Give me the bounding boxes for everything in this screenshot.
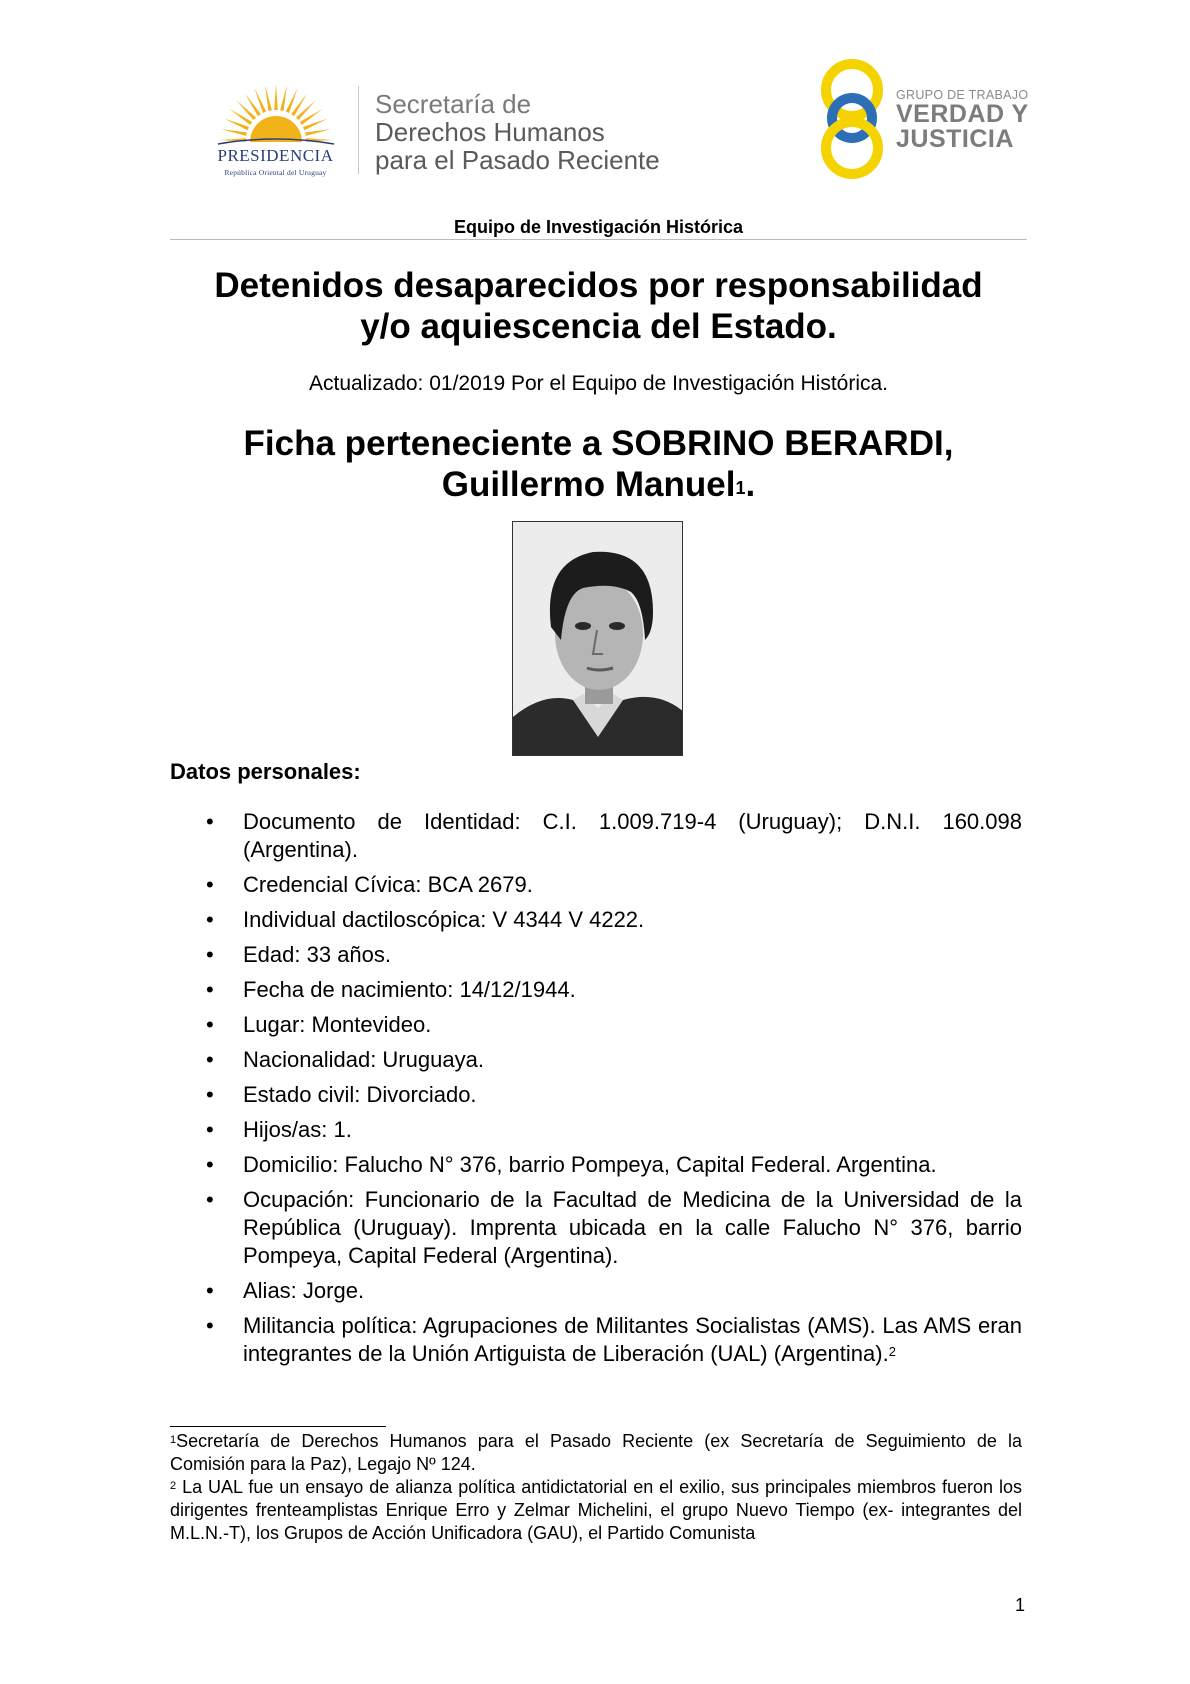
- bullet-icon: •: [206, 809, 214, 834]
- portrait-icon: [513, 522, 683, 756]
- list-item: [170, 906, 1022, 934]
- title-line-2: y/o aquiescencia del Estado.: [360, 307, 837, 346]
- bullet-icon: •: [206, 872, 214, 897]
- list-item-text: Hijos/as: 1.: [243, 1117, 352, 1142]
- ficha-line-2: Guillermo Manuel: [441, 465, 736, 504]
- portrait-photo: [512, 521, 683, 756]
- page-number: 1: [1014, 1595, 1025, 1615]
- list-item-text: Lugar: Montevideo.: [243, 1012, 432, 1037]
- list-item-text: Ocupación: Funcionario de la Facultad de Medicina de la Universidad de la República (Uruguay). Imprenta ubicada en la calle Falucho N° 376, barrio Pompeya, Capital Federal (Argentina).: [243, 1187, 1022, 1268]
- secretaria-line-1: Secretaría de: [375, 89, 532, 119]
- page-header: [0, 0, 1190, 200]
- list-item-text: Individual dactiloscópica: V 4344 V 4222.: [243, 907, 645, 932]
- sun-icon: [198, 80, 353, 150]
- list-item: [170, 1151, 1022, 1179]
- footnote-text: La UAL fue un ensayo de alianza política antidictatorial en el exilio, sus principales miembros fueron los dirigentes frenteamplistas Enrique Erro y Zelmar Michelini, el grupo Nuevo Tiempo (ex- integrantes del M.L.N.-T), los Grupos de Acción Unificadora (GAU), el Partido Comunista: [170, 1477, 1022, 1543]
- list-item-text: Documento de Identidad: C.I. 1.009.719-4 (Uruguay); D.N.I. 160.098 (Argentina).: [243, 809, 1022, 862]
- footnote-number: 1: [170, 1434, 177, 1446]
- ficha-line-1: Ficha perteneciente a SOBRINO BERARDI,: [243, 424, 954, 463]
- list-item-text: Domicilio: Falucho N° 376, barrio Pompeya, Capital Federal. Argentina.: [243, 1152, 937, 1177]
- list-item: [170, 976, 1022, 1004]
- rings-icon: [820, 56, 900, 182]
- list-item: [170, 1312, 1022, 1368]
- header-rule: [170, 239, 1027, 240]
- bullet-icon: •: [206, 907, 214, 932]
- footnote-number: 2: [170, 1480, 177, 1492]
- list-item: [170, 871, 1022, 899]
- secretaria-line-3: para el Pasado Reciente: [375, 145, 660, 175]
- presidencia-subtitle: República Oriental del Uruguay: [224, 168, 327, 177]
- bullet-icon: •: [206, 1313, 214, 1338]
- updated-line: Actualizado: 01/2019 Por el Equipo de Investigación Histórica.: [308, 372, 889, 395]
- list-item-text: Fecha de nacimiento: 14/12/1944.: [243, 977, 576, 1002]
- bullet-icon: •: [206, 942, 214, 967]
- footnote-text: Secretaría de Derechos Humanos para el Pasado Reciente (ex Secretaría de Seguimiento de la Comisión para la Paz), Legajo Nº 124.: [170, 1431, 1022, 1474]
- list-item: [170, 808, 1022, 864]
- list-item-text: Militancia política: Agrupaciones de Militantes Socialistas (AMS). Las AMS eran integrantes de la Unión Artiguista de Liberación (UAL) (Argentina).: [243, 1313, 1022, 1366]
- footnote-rule: [170, 1426, 386, 1427]
- personal-data-list: [170, 808, 1022, 1375]
- list-item: [170, 1116, 1022, 1144]
- gtvj-logo: [820, 56, 1040, 182]
- list-item-text: Credencial Cívica: BCA 2679.: [243, 872, 533, 897]
- secretaria-logo-text: [375, 90, 660, 174]
- document-title: [150, 265, 1047, 347]
- header-divider: [358, 86, 359, 174]
- presidencia-logo: [198, 80, 353, 180]
- list-item: [170, 1186, 1022, 1270]
- bullet-icon: •: [206, 1117, 214, 1142]
- secretaria-line-2: Derechos Humanos: [375, 117, 605, 147]
- footnote: [170, 1430, 1022, 1476]
- list-item-text: Nacionalidad: Uruguaya.: [243, 1047, 484, 1072]
- bullet-icon: •: [206, 1187, 214, 1212]
- bullet-icon: •: [206, 1012, 214, 1037]
- list-item: [170, 1046, 1022, 1074]
- list-item-text: Estado civil: Divorciado.: [243, 1082, 477, 1107]
- bullet-icon: •: [206, 1082, 214, 1107]
- ficha-heading: [150, 423, 1047, 505]
- bullet-icon: •: [206, 1047, 214, 1072]
- title-line-1: Detenidos desaparecidos por responsabilidad: [214, 266, 983, 305]
- gtvj-line-2: VERDAD Y: [896, 100, 1029, 128]
- list-item-text: Edad: 33 años.: [243, 942, 392, 967]
- gtvj-line-1: GRUPO DE TRABAJO: [896, 88, 1029, 102]
- bullet-icon: •: [206, 1152, 214, 1177]
- ficha-end: .: [745, 465, 756, 504]
- gtvj-text: [896, 88, 1029, 152]
- footnote-ref-2[interactable]: 2: [888, 1344, 896, 1359]
- team-heading: Equipo de Investigación Histórica: [453, 217, 744, 237]
- list-item: [170, 1277, 1022, 1305]
- presidencia-name: PRESIDENCIA: [217, 146, 334, 165]
- bullet-icon: •: [206, 1278, 214, 1303]
- section-heading: Datos personales:: [170, 759, 361, 784]
- bullet-icon: •: [206, 977, 214, 1002]
- gtvj-line-3: JUSTICIA: [896, 125, 1014, 153]
- list-item: [170, 1081, 1022, 1109]
- footnote-ref-1[interactable]: 1: [735, 478, 746, 498]
- list-item: [170, 941, 1022, 969]
- footnotes: [170, 1430, 1022, 1545]
- list-item-text: Alias: Jorge.: [243, 1278, 365, 1303]
- footnote: [170, 1476, 1022, 1545]
- list-item: [170, 1011, 1022, 1039]
